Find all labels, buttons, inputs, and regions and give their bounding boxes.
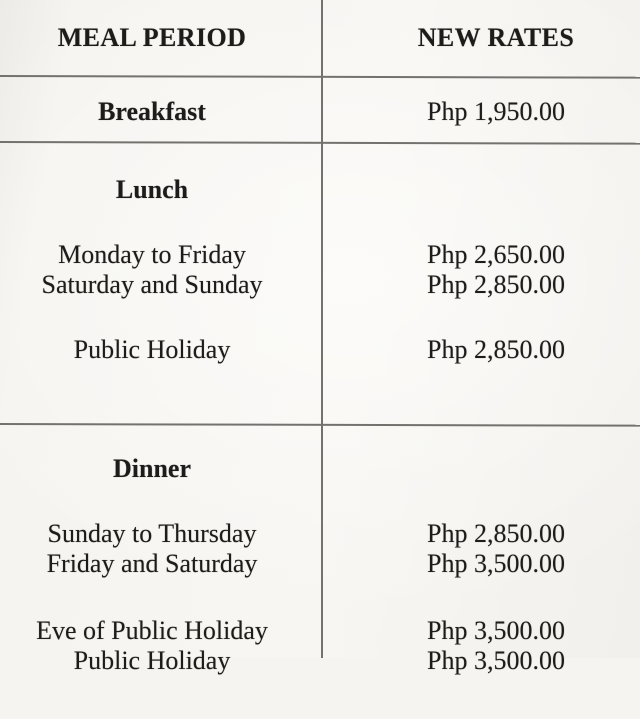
lunch-weekday-label: Monday to Friday: [58, 240, 246, 269]
dinner-sun-thu-rate: Php 2,850.00: [427, 519, 565, 548]
column-divider-line: [321, 0, 323, 658]
rule-below-lunch: [0, 423, 640, 427]
table-row: [0, 519, 640, 549]
column-header-new-rates: NEW RATES: [417, 22, 575, 52]
lunch-weekend-rate: Php 2,850.00: [427, 270, 565, 299]
lunch-weekday-rate: Php 2,650.00: [427, 240, 565, 269]
breakfast-label: Breakfast: [98, 96, 206, 126]
lunch-title: Lunch: [115, 175, 189, 204]
dinner-eve-holiday-label: Eve of Public Holiday: [36, 616, 268, 645]
dinner-holiday-label: Public Holiday: [73, 646, 231, 675]
table-row: [0, 646, 640, 676]
table-row: [0, 335, 640, 365]
table-header-row: [0, 0, 640, 75]
rule-below-breakfast: [0, 141, 640, 145]
table-row: [0, 616, 640, 646]
section-dinner: [0, 454, 640, 719]
lunch-holiday-label: Public Holiday: [73, 335, 231, 364]
dinner-sun-thu-label: Sunday to Thursday: [47, 519, 257, 548]
header-cell-new-rates: [322, 23, 640, 53]
table-row: [0, 454, 640, 484]
section-lunch: [0, 175, 640, 423]
table-row: [0, 270, 640, 300]
table-row: [0, 549, 640, 579]
dinner-title: Dinner: [113, 454, 191, 483]
breakfast-rate: Php 1,950.00: [427, 96, 565, 126]
header-cell-meal-period: [0, 23, 322, 53]
dinner-holiday-rate: Php 3,500.00: [427, 646, 565, 675]
lunch-weekend-label: Saturday and Sunday: [41, 270, 263, 299]
table-row: [0, 175, 640, 205]
column-header-meal-period: MEAL PERIOD: [57, 22, 247, 52]
table-row: [0, 97, 640, 127]
dinner-fri-sat-rate: Php 3,500.00: [427, 549, 565, 578]
lunch-holiday-rate: Php 2,850.00: [427, 335, 565, 364]
section-breakfast: [0, 77, 640, 141]
dinner-fri-sat-label: Friday and Saturday: [46, 549, 258, 578]
table-row: [0, 240, 640, 270]
dinner-eve-holiday-rate: Php 3,500.00: [427, 616, 565, 645]
